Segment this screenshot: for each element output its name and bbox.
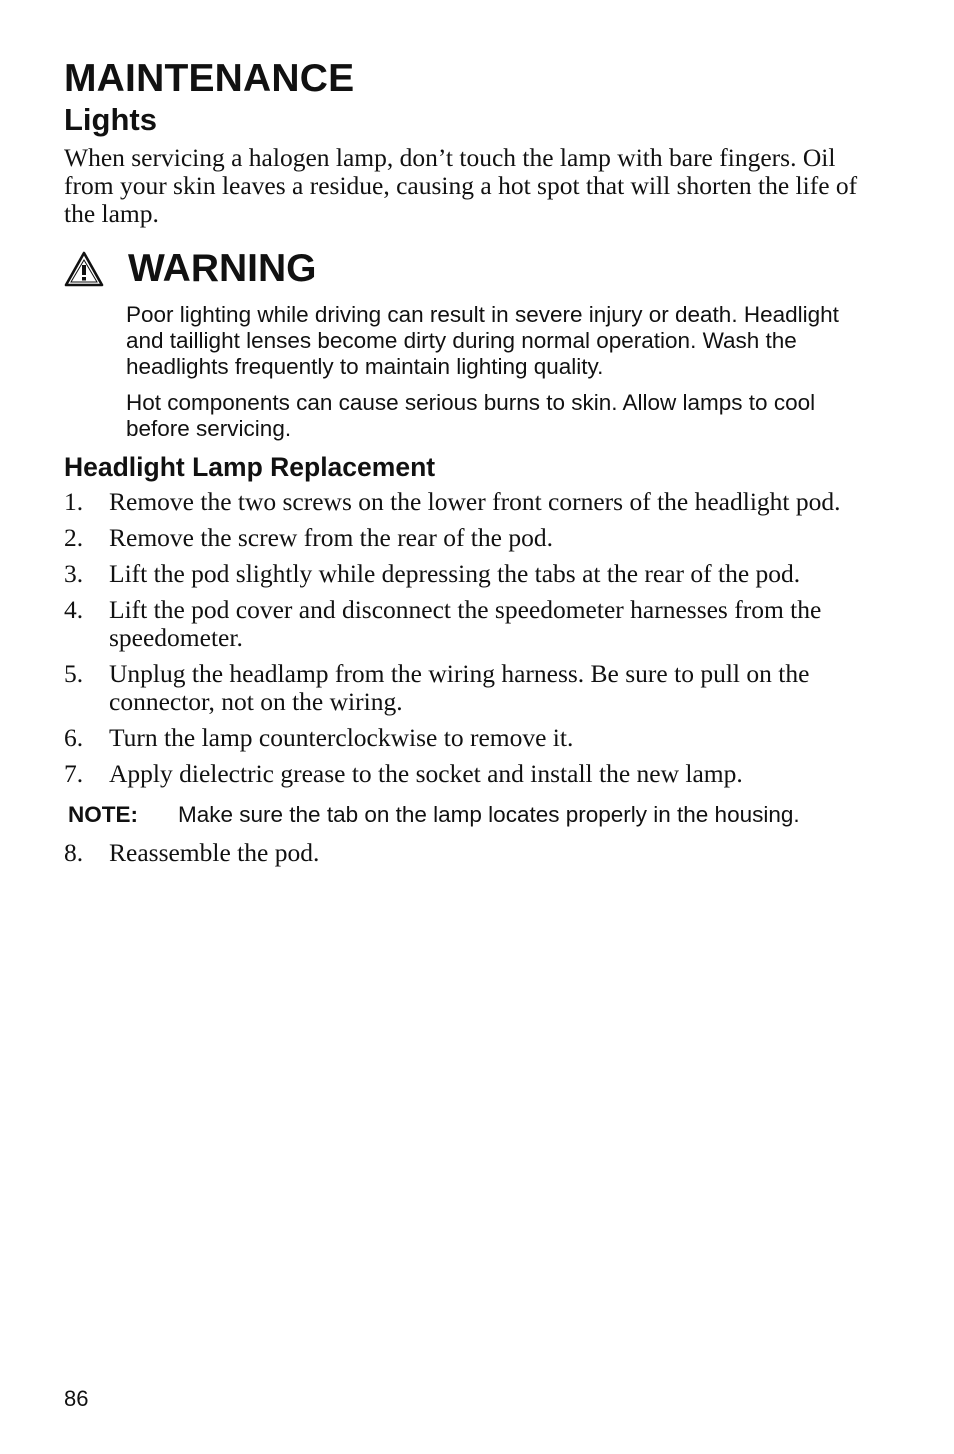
step-text: Lift the pod slightly while depressing the tabs at the rear of the pod. <box>109 559 801 588</box>
warning-paragraph: Hot components can cause serious burns to skin. Allow lamps to cool before servicing. <box>126 390 816 441</box>
list-item <box>64 724 864 752</box>
procedure-title: Headlight Lamp Replacement <box>64 452 436 482</box>
warning-title: WARNING <box>128 247 317 290</box>
step-text: Unplug the headlamp from the wiring harness. Be sure to pull on the connector, not on the wiring. <box>109 659 810 716</box>
step-number: 5. <box>64 659 84 688</box>
step-number: 6. <box>64 723 84 752</box>
step-number: 1. <box>64 487 84 516</box>
warning-triangle-icon <box>64 251 104 287</box>
step-text: Turn the lamp counterclockwise to remove it. <box>109 723 574 752</box>
procedure-steps-continued <box>64 839 864 867</box>
warning-paragraph: Poor lighting while driving can result in severe injury or death. Headlight and taillight lenses become dirty during normal operation. Wash the headlights frequently to maintain lighting quality. <box>126 302 839 379</box>
step-number: 2. <box>64 523 84 552</box>
list-item <box>64 488 864 516</box>
page-number: 86 <box>64 1386 89 1411</box>
step-number: 4. <box>64 595 84 624</box>
step-text: Reassemble the pod. <box>109 838 320 867</box>
intro-paragraph: When servicing a halogen lamp, don’t touch the lamp with bare fingers. Oil from your skin leaves a residue, causing a hot spot that will shorten the life of the lamp. <box>64 143 858 228</box>
warning-body <box>126 302 864 442</box>
list-item <box>64 660 864 716</box>
list-item <box>64 760 864 788</box>
procedure-steps <box>64 488 864 788</box>
list-item <box>64 560 864 588</box>
step-number: 8. <box>64 838 84 867</box>
note-label: NOTE: <box>68 802 138 827</box>
step-number: 3. <box>64 559 84 588</box>
note-text: Make sure the tab on the lamp locates properly in the housing. <box>178 802 800 827</box>
list-item <box>64 596 864 652</box>
step-text: Remove the two screws on the lower front corners of the headlight pod. <box>109 487 841 516</box>
step-number: 7. <box>64 759 84 788</box>
step-text: Apply dielectric grease to the socket and install the new lamp. <box>109 759 743 788</box>
manual-page <box>64 56 864 875</box>
section-title: MAINTENANCE <box>64 57 355 100</box>
list-item <box>64 524 864 552</box>
subsection-title: Lights <box>64 102 157 137</box>
step-text: Lift the pod cover and disconnect the speedometer harnesses from the speedometer. <box>109 595 822 652</box>
warning-header <box>64 248 864 290</box>
note-block <box>68 802 864 827</box>
list-item <box>64 839 864 867</box>
step-text: Remove the screw from the rear of the pod. <box>109 523 553 552</box>
